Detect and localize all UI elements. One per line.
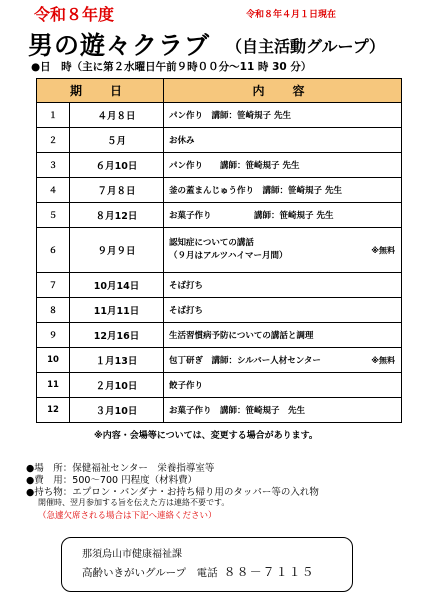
table-row [37, 323, 402, 348]
row-content [164, 228, 402, 273]
row-number: 10 [37, 348, 70, 373]
row-date: ３月10日 [70, 398, 164, 423]
schedule-time-info: ●日 時（主に第２水曜日午前９時００分～11 時 30 分） [31, 61, 312, 73]
row-number: 12 [37, 398, 70, 423]
row-number: ９ [37, 323, 70, 348]
row-date: 12月16日 [70, 323, 164, 348]
table-row [37, 348, 402, 373]
row-number: 11 [37, 373, 70, 398]
row-number: ４ [37, 178, 70, 203]
table-row [37, 398, 402, 423]
row-content: そば打ち [164, 298, 402, 323]
table-row [37, 203, 402, 228]
table-row [37, 103, 402, 128]
row-content: パン作り 講師：笹崎規子 先生 [164, 103, 402, 128]
row-content: 釜の蓋まんじゅう作り 講師：笹崎規子 先生 [164, 178, 402, 203]
row-number: ７ [37, 273, 70, 298]
row-content: お休み [164, 128, 402, 153]
row-content: 餃子作り [164, 373, 402, 398]
schedule-table [36, 78, 402, 423]
fiscal-year: 令和８年度 [34, 5, 115, 24]
contact-phone: ８８－７１１５ [223, 565, 315, 579]
free-badge: ※無料 [371, 245, 395, 255]
row-number: ５ [37, 203, 70, 228]
row-content-text: 包丁研ぎ 講師：シルバー人材センター [169, 356, 321, 366]
venue-info: ●場 所：保健福祉センター 栄養指導室等 [26, 463, 215, 474]
header-date: 期 日 [37, 79, 164, 103]
contact-box [61, 537, 353, 592]
table-row [37, 128, 402, 153]
row-date: ７月８日 [70, 178, 164, 203]
row-number: ６ [37, 228, 70, 273]
row-date: ２月10日 [70, 373, 164, 398]
row-content-line2: （９月はアルツハイマー月間） [169, 251, 288, 261]
row-date: ９月９日 [70, 228, 164, 273]
table-row [37, 298, 402, 323]
page-subtitle: （自主活動グループ） [226, 37, 385, 56]
free-badge: ※無料 [371, 355, 395, 365]
table-header-row [37, 79, 402, 103]
fee-info: ●費 用：500～700 円程度（材料費） [26, 475, 198, 486]
row-content: お菓子作り 講師：笹崎規子 先生 [164, 203, 402, 228]
row-number: ３ [37, 153, 70, 178]
change-notice: ※内容・会場等については、変更する場合があります。 [94, 431, 318, 441]
attendance-note: 開催時、翌月参加する旨を伝えた方は連絡不要です。 [38, 498, 230, 507]
row-date: ８月12日 [70, 203, 164, 228]
row-content: お菓子作り 講師：笹崎規子 先生 [164, 398, 402, 423]
contact-department: 那須烏山市健康福祉課 [82, 549, 182, 560]
table-row [37, 228, 402, 273]
row-number: ８ [37, 298, 70, 323]
row-date: ４月８日 [70, 103, 164, 128]
row-number: １ [37, 103, 70, 128]
bring-info: ●持ち物：エプロン・バンダナ・お持ち帰り用のタッパー等の入れ物 [26, 487, 319, 498]
row-content: 生活習慣病予防についての講話と調理 [164, 323, 402, 348]
table-row [37, 178, 402, 203]
row-content [164, 348, 402, 373]
table-row [37, 373, 402, 398]
row-date: ６月10日 [70, 153, 164, 178]
row-date: 11月11日 [70, 298, 164, 323]
page-title: 男の遊々クラブ [28, 31, 211, 60]
row-number: ２ [37, 128, 70, 153]
row-date: １月13日 [70, 348, 164, 373]
header-content: 内 容 [164, 79, 402, 103]
table-row [37, 153, 402, 178]
row-content-line1: 認知症についての講話 [169, 238, 254, 248]
absence-note: （急遽欠席される場合は下記へ連絡ください） [38, 511, 217, 521]
contact-group-line [82, 563, 315, 580]
row-date: 10月14日 [70, 273, 164, 298]
row-content: そば打ち [164, 273, 402, 298]
table-row [37, 273, 402, 298]
row-date: ５月 [70, 128, 164, 153]
contact-group: 高齢いきがいグループ 電話 [82, 567, 218, 579]
as-of-date: 令和８年４月１日現在 [246, 10, 337, 20]
row-content: パン作り 講師：笹崎規子 先生 [164, 153, 402, 178]
